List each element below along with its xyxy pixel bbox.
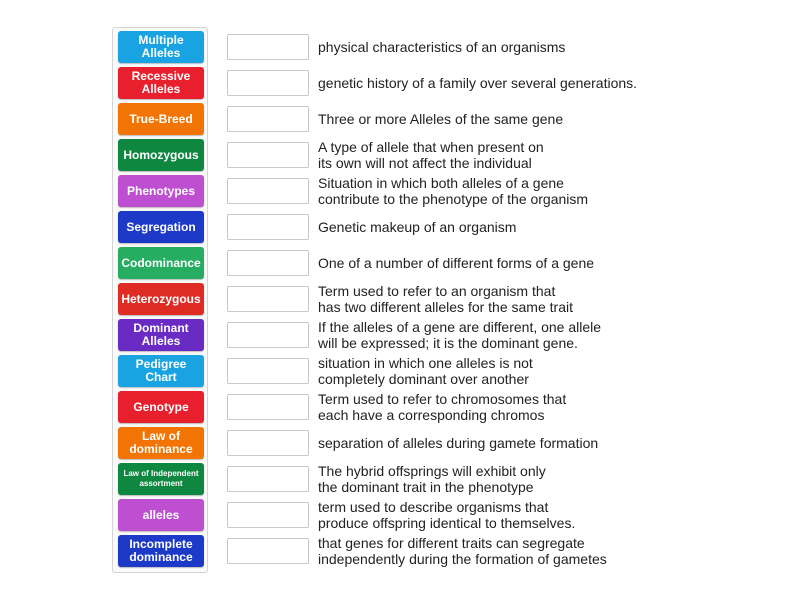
clue-text-11: Term used to refer to chromosomes that each have a corresponding chromos bbox=[318, 391, 567, 423]
clue-text-4: A type of allele that when present on its own will not affect the individual bbox=[318, 139, 544, 171]
tile-pedigree-chart[interactable]: Pedigree Chart bbox=[118, 355, 204, 387]
tile-segregation[interactable]: Segregation bbox=[118, 211, 204, 243]
tile-law-of-dominance[interactable]: Law of dominance bbox=[118, 427, 204, 459]
answer-slot-8[interactable] bbox=[227, 286, 309, 312]
tile-phenotypes[interactable]: Phenotypes bbox=[118, 175, 204, 207]
answer-slot-1[interactable] bbox=[227, 34, 309, 60]
answer-slot-15[interactable] bbox=[227, 538, 309, 564]
answer-slot-12[interactable] bbox=[227, 430, 309, 456]
clue-text-5: Situation in which both alleles of a gene contribute to the phenotype of the organism bbox=[318, 175, 589, 207]
tile-law-of-independent-assortment[interactable]: Law of Independent assortment bbox=[118, 463, 204, 495]
answer-slot-13[interactable] bbox=[227, 466, 309, 492]
answer-slot-2[interactable] bbox=[227, 70, 309, 96]
clue-text-12: separation of alleles during gamete formation bbox=[318, 435, 599, 451]
tile-true-breed[interactable]: True-Breed bbox=[118, 103, 204, 135]
clue-text-7: One of a number of different forms of a gene bbox=[318, 255, 595, 271]
answer-slot-4[interactable] bbox=[227, 142, 309, 168]
answer-slot-9[interactable] bbox=[227, 322, 309, 348]
tile-genotype[interactable]: Genotype bbox=[118, 391, 204, 423]
answer-slot-6[interactable] bbox=[227, 214, 309, 240]
clue-text-9: If the alleles of a gene are different, one allele will be expressed; it is the dominant gene. bbox=[318, 319, 602, 351]
tile-incomplete-dominance[interactable]: Incomplete dominance bbox=[118, 535, 204, 567]
clue-text-10: situation in which one alleles is not completely dominant over another bbox=[318, 355, 533, 387]
answer-slot-3[interactable] bbox=[227, 106, 309, 132]
clue-text-13: The hybrid offsprings will exhibit only the dominant trait in the phenotype bbox=[318, 463, 546, 495]
clue-text-3: Three or more Alleles of the same gene bbox=[318, 111, 564, 127]
answer-slot-11[interactable] bbox=[227, 394, 309, 420]
tile-homozygous[interactable]: Homozygous bbox=[118, 139, 204, 171]
clue-text-15: that genes for different traits can segregate independently during the formation of gametes bbox=[318, 535, 607, 567]
clue-text-14: term used to describe organisms that produce offspring identical to themselves. bbox=[318, 499, 576, 531]
answer-slot-7[interactable] bbox=[227, 250, 309, 276]
clue-text-8: Term used to refer to an organism that has two different alleles for the same trait bbox=[318, 283, 573, 315]
tile-dominant-alleles[interactable]: Dominant Alleles bbox=[118, 319, 204, 351]
clue-text-1: physical characteristics of an organisms bbox=[318, 39, 566, 55]
tile-recessive-alleles[interactable]: Recessive Alleles bbox=[118, 67, 204, 99]
answer-slot-14[interactable] bbox=[227, 502, 309, 528]
tile-alleles[interactable]: alleles bbox=[118, 499, 204, 531]
clue-text-2: genetic history of a family over several generations. bbox=[318, 75, 638, 91]
answer-slot-10[interactable] bbox=[227, 358, 309, 384]
tile-codominance[interactable]: Codominance bbox=[118, 247, 204, 279]
tile-panel bbox=[112, 27, 208, 573]
tile-multiple-alleles[interactable]: Multiple Alleles bbox=[118, 31, 204, 63]
tile-heterozygous[interactable]: Heterozygous bbox=[118, 283, 204, 315]
answer-slot-5[interactable] bbox=[227, 178, 309, 204]
clue-text-6: Genetic makeup of an organism bbox=[318, 219, 517, 235]
